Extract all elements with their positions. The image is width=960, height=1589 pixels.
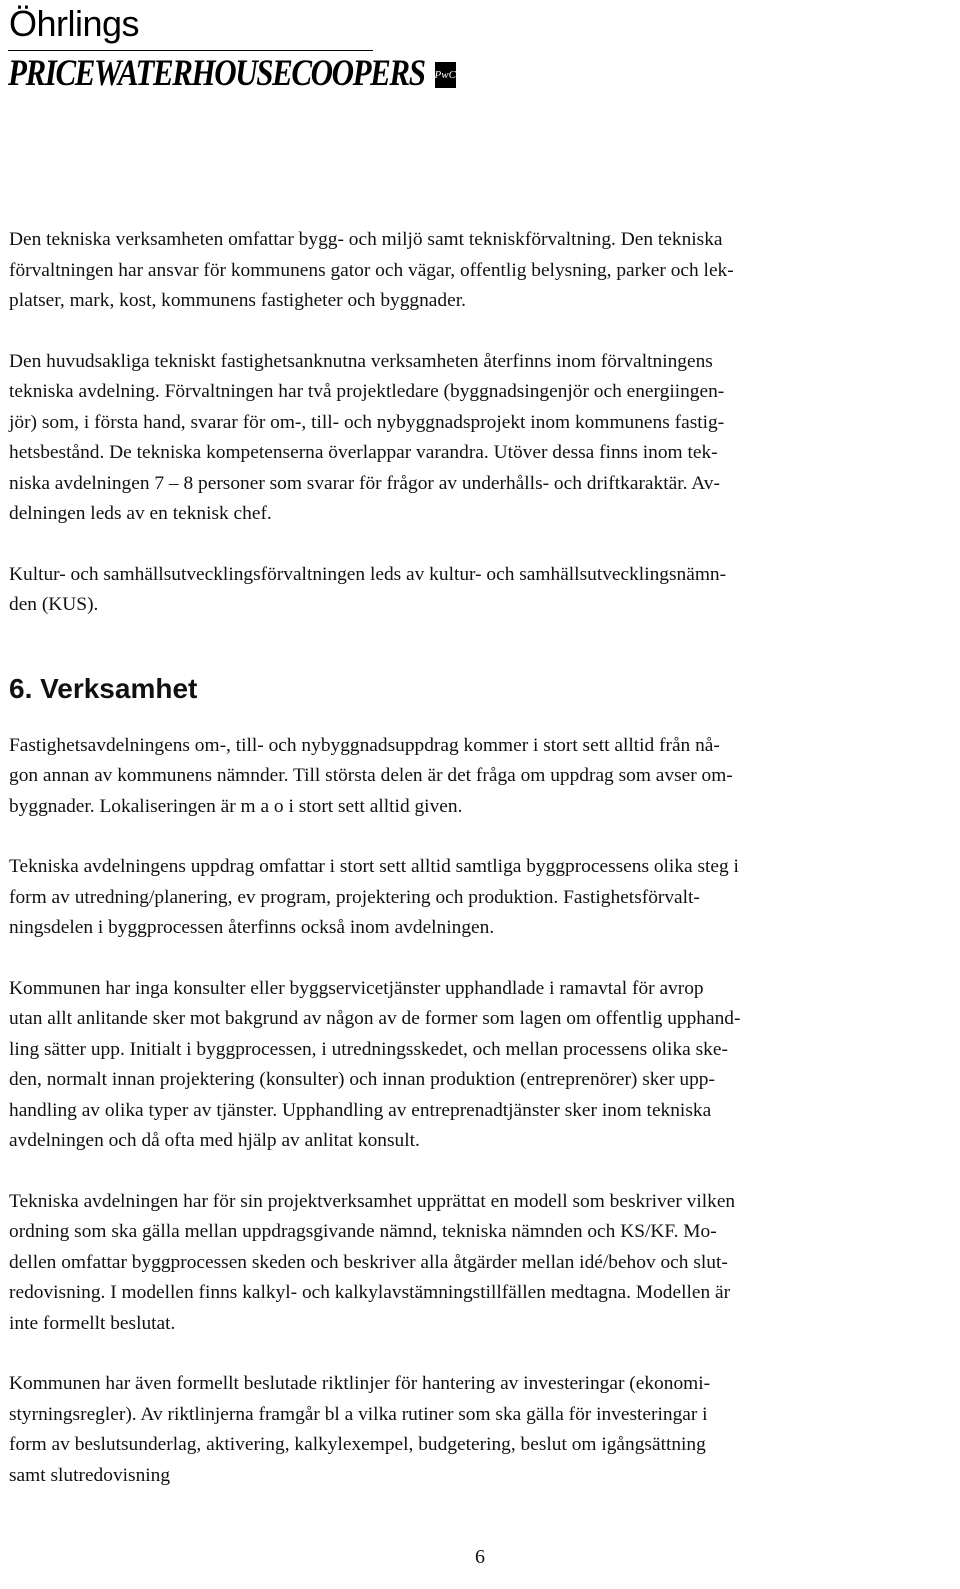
paragraph-technical-operations: Den tekniska verksamheten omfattar bygg- och miljö samt tekniskförvaltning. Den tekniska förvaltningen har ansvar för kommunens gator och vägar, offentlig belysning, parker och lek- platser, mark, kost, kommunens fastigheter och byggnader. [9,229,734,311]
company-logo [8,3,456,94]
paragraph-building-process: Tekniska avdelningens uppdrag omfattar i stort sett alltid samtliga byggprocessens olika steg i form av utredning/planering, ev program, projektering och produktion. Fastighetsförvalt- ningsdelen i byggprocessen återfinns också inom avdelningen. [9,856,739,938]
document-body [9,225,949,1491]
paragraph-investment-guidelines: Kommunen har även formellt beslutade riktlinjer för hantering av investeringar (ekonomi- styrningsregler). Av riktlinjerna framgår bl a vilka rutiner som ska gälla för investeringar i form av beslutsunderlag, aktivering, kalkylexempel, budgetering, beslut om igångsättning samt slutredovisning [9,1373,711,1486]
paragraph-procurement: Kommunen har inga konsulter eller byggservicetjänster upphandlade i ramavtal för avrop utan allt anlitande sker mot bakgrund av någon av de former som lagen om offentlig upphand- ling sätter upp. Initialt i byggprocessen, i utredningsskedet, och mellan processens olika ske- den, normalt innan projektering (konsulter) och innan produktion (entreprenörer) sker upp- handling av olika typer av tjänster. Upphandling av entreprenadtjänster sker inom tekniska avdelningen och då ofta med hjälp av anlitat konsult. [9,977,741,1151]
section-heading: 6. Verksamhet [9,672,198,704]
logo-brand [8,51,456,94]
paragraph-project-model: Tekniska avdelningen har för sin projektverksamhet upprättat en modell som beskriver vilken ordning som ska gälla mellan uppdragsgivande nämnd, tekniska nämnden och KS/KF. Mo- dellen omfattar byggprocessen skeden och beskriver alla åtgärder mellan idé/behov och slut- redovisning. I modellen finns kalkyl- och kalkylavstämningstillfällen medtagna. Modellen är inte formellt beslutat. [9,1190,736,1334]
paragraph-culture-administration: Kultur- och samhällsutvecklingsförvaltningen leds av kultur- och samhällsutvecklingsnämn- den (KUS). [9,563,727,615]
logo-name: Öhrlings [9,3,140,44]
paragraph-technical-department: Den huvudsakliga tekniskt fastighetsanknutna verksamheten återfinns inom förvaltningens tekniska avdelning. Förvaltningen har två projektledare (byggnadsingenjör och energiingen- jör) som, i första hand, svarar för om-, till- och nybyggnadsprojekt inom kommunens fastig- hetsbestånd. De tekniska kompetenserna överlappar varandra. Utöver dessa finns inom tek- niska avdelningen 7 – 8 personer som svarar för frågor av underhålls- och driftkaraktär. Av- delningen leds av en teknisk chef. [9,350,725,524]
paragraph-assignments: Fastighetsavdelningens om-, till- och nybyggnadsuppdrag kommer i stort sett alltid från nå- gon annan av kommunens nämnder. Till största delen är det fråga om uppdrag som avser om- byggnader. Lokaliseringen är m a o i stort sett alltid given. [9,734,733,817]
page-number: 6 [475,1546,485,1568]
logo-brand-text: PRICEWATERHOUSECOOPERS [8,51,425,94]
logo-seal-icon: PwC [435,62,456,88]
